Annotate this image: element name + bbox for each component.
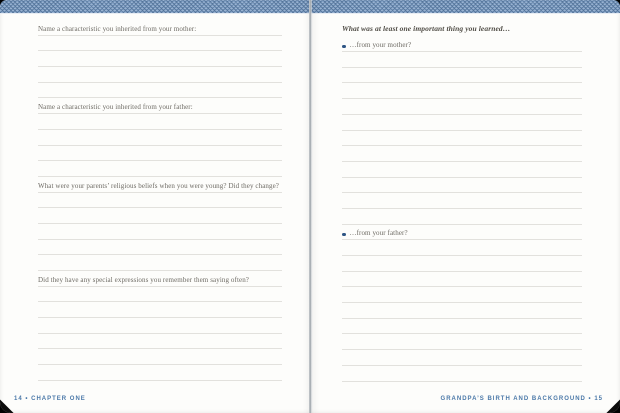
question-label: Name a characteristic you inherited from your mother: <box>38 24 197 33</box>
ruled-line <box>38 161 282 177</box>
ruled-line <box>342 366 582 382</box>
question-label: What were your parents’ religious beliefs when you were young? Did they change? <box>38 181 280 190</box>
ruled-line <box>342 319 582 335</box>
question-row <box>38 98 282 114</box>
book-gutter <box>309 0 312 413</box>
ruled-line <box>342 131 582 147</box>
ruled-line <box>342 83 582 99</box>
ruled-line <box>342 146 582 162</box>
ruled-line <box>342 272 582 288</box>
ruled-line <box>342 162 582 178</box>
ruled-line <box>38 130 282 146</box>
ruled-line <box>342 52 582 68</box>
question-label: Did they have any special expressions you remember them saying often? <box>38 275 250 284</box>
prompt-label: …from your father? <box>349 229 408 238</box>
prompt-label: …from your mother? <box>349 41 412 50</box>
ruled-line <box>38 146 282 162</box>
ruled-line <box>342 115 582 131</box>
ruled-line <box>38 208 282 224</box>
right-page-footer: GRANDPA’S BIRTH AND BACKGROUND • 15 <box>440 396 603 402</box>
ruled-line <box>342 287 582 303</box>
ruled-line <box>38 287 282 303</box>
ruled-line <box>342 193 582 209</box>
section-heading-row <box>342 20 582 36</box>
ruled-line <box>342 350 582 366</box>
ruled-line <box>38 193 282 209</box>
question-row <box>38 20 282 36</box>
page-curl-bottom-left <box>0 397 14 413</box>
ruled-line <box>342 99 582 115</box>
ruled-line <box>38 349 282 365</box>
right-page-content <box>342 20 582 382</box>
ruled-line <box>342 178 582 194</box>
left-page-footer: 14 • CHAPTER ONE <box>14 396 86 402</box>
ruled-line <box>342 303 582 319</box>
bullet-prompt-row <box>342 36 582 52</box>
question-label: Name a characteristic you inherited from your father: <box>38 103 193 112</box>
ruled-line <box>342 209 582 225</box>
ruled-line <box>38 67 282 83</box>
ruled-line <box>342 240 582 256</box>
bullet-icon <box>342 45 346 49</box>
question-row <box>38 271 282 287</box>
ruled-line <box>38 240 282 256</box>
page-curl-bottom-right <box>606 397 620 413</box>
ruled-line <box>38 318 282 334</box>
ruled-line <box>38 114 282 130</box>
ruled-line <box>38 36 282 52</box>
ruled-line <box>342 334 582 350</box>
left-page-content <box>38 20 282 381</box>
ruled-line <box>342 68 582 84</box>
question-row <box>38 177 282 193</box>
ruled-line <box>38 334 282 350</box>
ruled-line <box>38 302 282 318</box>
section-heading: What was at least one important thing you learned… <box>342 24 511 34</box>
ruled-line <box>38 255 282 271</box>
ruled-line <box>342 256 582 272</box>
ruled-line <box>38 224 282 240</box>
ruled-line <box>38 83 282 99</box>
ruled-line <box>38 51 282 67</box>
ruled-line <box>38 365 282 381</box>
bullet-icon <box>342 233 346 237</box>
bullet-prompt-row <box>342 225 582 241</box>
